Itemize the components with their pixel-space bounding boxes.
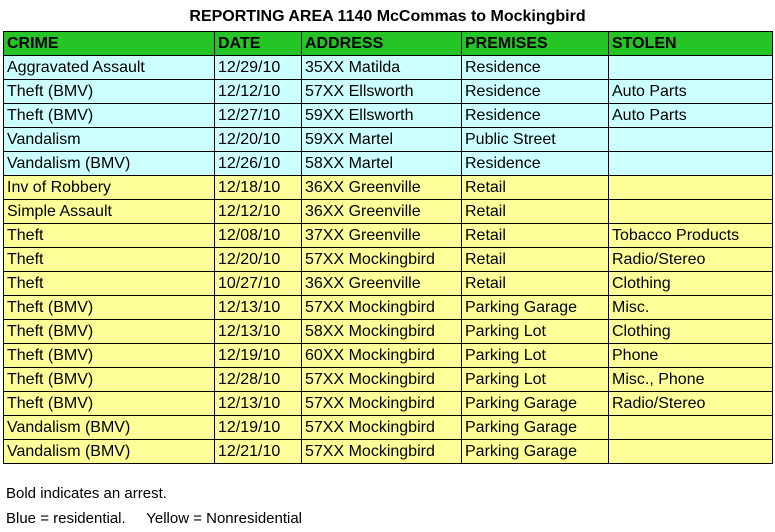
cell-crime: Simple Assault [4,200,215,224]
table-row [4,248,773,272]
cell-stolen: Auto Parts [609,80,773,104]
cell-crime: Inv of Robbery [4,176,215,200]
table-row [4,104,773,128]
cell-date: 12/19/10 [215,344,302,368]
cell-premises: Residence [462,56,609,80]
color-legend-note: Blue = residential. Yellow = Nonresidential [6,510,303,527]
cell-stolen: Phone [609,344,773,368]
cell-date: 12/08/10 [215,224,302,248]
cell-address: 57XX Ellsworth [302,80,462,104]
cell-address: 36XX Greenville [302,200,462,224]
column-header-crime: CRIME [4,32,215,56]
page-title: REPORTING AREA 1140 McCommas to Mockingbird [189,8,586,25]
cell-date: 12/20/10 [215,248,302,272]
cell-stolen [609,440,773,464]
table-row [4,320,773,344]
cell-stolen [609,200,773,224]
cell-address: 57XX Mockingbird [302,368,462,392]
table-row [4,368,773,392]
cell-date: 12/13/10 [215,296,302,320]
cell-crime: Theft (BMV) [4,320,215,344]
cell-crime: Vandalism (BMV) [4,440,215,464]
cell-premises: Retail [462,224,609,248]
cell-premises: Parking Garage [462,440,609,464]
cell-premises: Parking Lot [462,320,609,344]
cell-crime: Vandalism (BMV) [4,416,215,440]
table-row [4,176,773,200]
cell-date: 12/27/10 [215,104,302,128]
cell-crime: Theft [4,224,215,248]
cell-date: 12/29/10 [215,56,302,80]
cell-address: 59XX Martel [302,128,462,152]
cell-date: 10/27/10 [215,272,302,296]
cell-premises: Retail [462,200,609,224]
column-header-stolen: STOLEN [609,32,773,56]
cell-date: 12/19/10 [215,416,302,440]
cell-date: 12/13/10 [215,392,302,416]
cell-premises: Residence [462,104,609,128]
cell-date: 12/21/10 [215,440,302,464]
cell-crime: Theft (BMV) [4,104,215,128]
cell-crime: Vandalism [4,128,215,152]
table-row [4,392,773,416]
cell-premises: Retail [462,248,609,272]
cell-crime: Aggravated Assault [4,56,215,80]
cell-date: 12/12/10 [215,80,302,104]
cell-address: 58XX Mockingbird [302,320,462,344]
table-row [4,224,773,248]
cell-address: 57XX Mockingbird [302,248,462,272]
cell-address: 57XX Mockingbird [302,416,462,440]
table-row [4,128,773,152]
cell-address: 57XX Mockingbird [302,296,462,320]
cell-stolen: Auto Parts [609,104,773,128]
cell-crime: Theft (BMV) [4,80,215,104]
cell-premises: Parking Garage [462,416,609,440]
cell-date: 12/20/10 [215,128,302,152]
cell-crime: Theft (BMV) [4,296,215,320]
cell-stolen: Clothing [609,272,773,296]
column-header-date: DATE [215,32,302,56]
table-row [4,344,773,368]
cell-address: 36XX Greenville [302,272,462,296]
cell-crime: Theft (BMV) [4,392,215,416]
cell-crime: Theft (BMV) [4,344,215,368]
cell-premises: Public Street [462,128,609,152]
cell-address: 59XX Ellsworth [302,104,462,128]
cell-address: 58XX Martel [302,152,462,176]
cell-date: 12/28/10 [215,368,302,392]
table-body [4,56,773,464]
cell-premises: Parking Lot [462,344,609,368]
cell-address: 36XX Greenville [302,176,462,200]
cell-date: 12/13/10 [215,320,302,344]
cell-premises: Parking Garage [462,296,609,320]
column-header-address: ADDRESS [302,32,462,56]
cell-stolen: Misc., Phone [609,368,773,392]
cell-premises: Retail [462,272,609,296]
cell-stolen: Radio/Stereo [609,248,773,272]
table-row [4,56,773,80]
cell-date: 12/18/10 [215,176,302,200]
cell-crime: Theft [4,272,215,296]
table-row [4,200,773,224]
table-row [4,272,773,296]
cell-date: 12/26/10 [215,152,302,176]
cell-stolen: Clothing [609,320,773,344]
cell-premises: Parking Garage [462,392,609,416]
column-header-premises: PREMISES [462,32,609,56]
cell-premises: Residence [462,152,609,176]
table-row [4,152,773,176]
cell-address: 37XX Greenville [302,224,462,248]
cell-stolen [609,416,773,440]
cell-crime: Theft [4,248,215,272]
cell-stolen: Misc. [609,296,773,320]
cell-address: 57XX Mockingbird [302,440,462,464]
cell-address: 60XX Mockingbird [302,344,462,368]
cell-stolen [609,176,773,200]
cell-date: 12/12/10 [215,200,302,224]
arrest-note: Bold indicates an arrest. [6,485,167,502]
cell-crime: Theft (BMV) [4,368,215,392]
cell-premises: Parking Lot [462,368,609,392]
cell-address: 57XX Mockingbird [302,392,462,416]
cell-stolen [609,56,773,80]
table-row [4,416,773,440]
crime-table [3,31,773,464]
cell-premises: Retail [462,176,609,200]
cell-stolen: Tobacco Products [609,224,773,248]
table-header-row [4,32,773,56]
cell-address: 35XX Matilda [302,56,462,80]
cell-crime: Vandalism (BMV) [4,152,215,176]
table-row [4,296,773,320]
table-row [4,440,773,464]
cell-premises: Residence [462,80,609,104]
cell-stolen [609,152,773,176]
table-row [4,80,773,104]
cell-stolen: Radio/Stereo [609,392,773,416]
cell-stolen [609,128,773,152]
